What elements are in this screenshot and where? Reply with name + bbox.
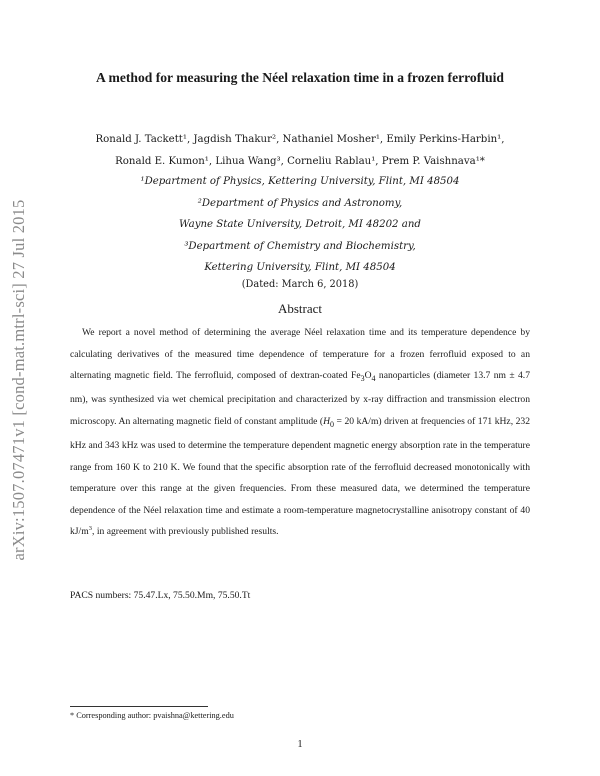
subscript-3: 3 [360,373,365,383]
fe-symbol: Fe [350,370,361,381]
abstract-part-3: = 20 kA/m) driven at frequencies of 171 kHz, 232 kHz and 343 kHz was used to determine the temperature dependent magnetic energy absorption rate in the temperature range from 160 K to 210 K. We found that the specific absorption rate of the ferrofluid decreased monotonically with temperature over this range at the given frequencies. From these measured data, we determined the temperature dependence of the Néel relaxation time and estimate a room-temperature magnetocrystalline anisotropy constant of 40 kJ/m [70,415,530,538]
subscript-4: 4 [371,373,376,383]
arxiv-stamp [8,160,30,600]
abstract-text [70,322,530,543]
pacs-numbers: PACS numbers: 75.47.Lx, 75.50.Mm, 75.50.Tt [70,590,251,601]
affiliation-line: ¹Department of Physics, Kettering University, Flint, MI 48504 [140,176,460,187]
page-number: 1 [297,739,303,750]
o-symbol: O [364,370,372,381]
paper-title: A method for measuring the Néel relaxation time in a frozen ferrofluid [96,70,504,85]
corresponding-author-footnote: * Corresponding author: pvaishna@kettering.edu [70,711,234,720]
authors-line-2: Ronald E. Kumon¹, Lihua Wang³, Corneliu Rablau¹, Prem P. Vaishnava¹* [115,155,485,167]
footnote-divider [70,706,208,707]
author-list [70,129,530,172]
affiliation-line: Kettering University, Flint, MI 48504 [204,262,396,273]
authors-line-1: Ronald J. Tackett¹, Jagdish Thakur², Nathaniel Mosher¹, Emily Perkins-Harbin¹, [95,134,505,145]
arxiv-identifier: arXiv:1507.07471v1 [cond-mat.mtrl-sci] 27 Jul 2015 [9,199,28,561]
h0-symbol: H [323,415,331,427]
affiliation-line: ²Department of Physics and Astronomy, [197,197,403,209]
abstract-part-2: nanoparticles (diameter 13.7 nm ± 4.7 nm), was synthesized via wet chemical precipitation and characterized by x-ray diffraction and transmission electron microscopy. An alternating magnetic field of constant amplitude ( [70,370,530,427]
dated-line: (Dated: March 6, 2018) [241,279,359,290]
affiliations [70,171,530,279]
affiliation-line: Wayne State University, Detroit, MI 48202 and [179,219,421,230]
h0-subscript: 0 [330,419,335,429]
affiliation-line: ³Department of Chemistry and Biochemistry, [184,240,416,252]
abstract-heading: Abstract [277,301,323,316]
abstract-part-4: , in agreement with previously published results. [92,526,279,538]
cube-superscript: 3 [88,525,93,533]
abstract-part-1: We report a novel method of determining the average Néel relaxation time and its temperature dependence by calculating derivatives of the measured time dependence of temperature for a frozen ferrofluid exposed to an alternating magnetic field. The ferrofluid, composed of dextran-coated [70,327,530,381]
